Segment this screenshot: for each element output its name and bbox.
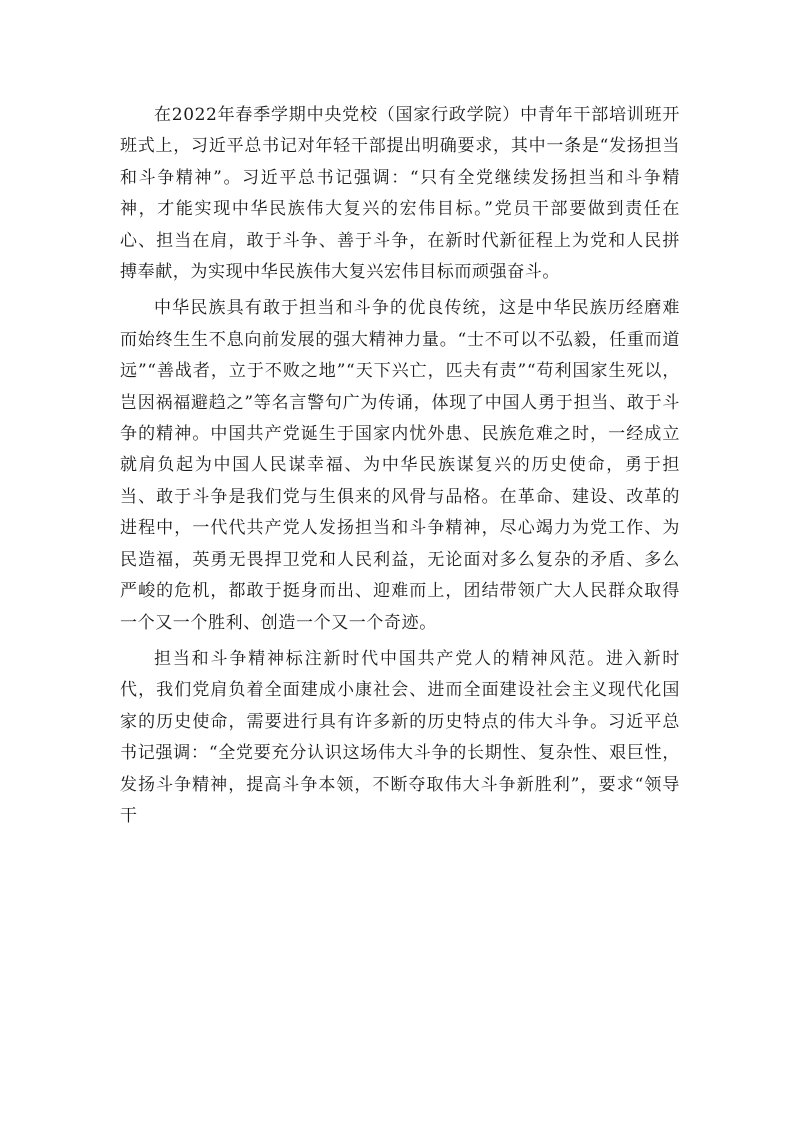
paragraph-2: 中华民族具有敢于担当和斗争的优良传统，这是中华民族历经磨难而始终生生不息向前发展的强大精神力量。“士不可以不弘毅，任重而道远”“善战者，立于不败之地”“天下兴亡，匹夫有责”“苟利国家生死以，岂因祸福避趋之”等名言警句广为传诵，体现了中国人勇于担当、敢于斗争的精神。中国共产党诞生于国家内忧外患、民族危难之时，一经成立就肩负起为中国人民谋幸福、为中华民族谋复兴的历史使命，勇于担当、敢于斗争是我们党与生俱来的风骨与品格。在革命、建设、改革的进程中，一代代共产党人发扬担当和斗争精神，尽心竭力为党工作、为民造福，英勇无畏捍卫党和人民利益，无论面对多么复杂的矛盾、多么严峻的危机，都敢于挺身而出、迎难而上，团结带领广大人民群众取得一个又一个胜利、创造一个又一个奇迹。 [120,298,680,633]
paragraph-1: 在2022年春季学期中央党校（国家行政学院）中青年干部培训班开班式上，习近平总书记对年轻干部提出明确要求，其中一条是“发扬担当和斗争精神”。习近平总书记强调：“只有全党继续发扬担当和斗争精神，才能实现中华民族伟大复兴的宏伟目标。”党员干部要做到责任在心、担当在肩，敢于斗争、善于斗争，在新时代新征程上为党和人民拼搏奉献，为实现中华民族伟大复兴宏伟目标而顽强奋斗。 [120,105,680,283]
document-body [120,100,680,837]
paragraph-3: 担当和斗争精神标注新时代中国共产党人的精神风范。进入新时代，我们党肩负着全面建成小康社会、进而全面建设社会主义现代化国家的历史使命，需要进行具有许多新的历史特点的伟大斗争。习近平总书记强调：“全党要充分认识这场伟大斗争的长期性、复杂性、艰巨性，发扬斗争精神，提高斗争本领，不断夺取伟大斗争新胜利”，要求“领导干 [120,648,680,826]
